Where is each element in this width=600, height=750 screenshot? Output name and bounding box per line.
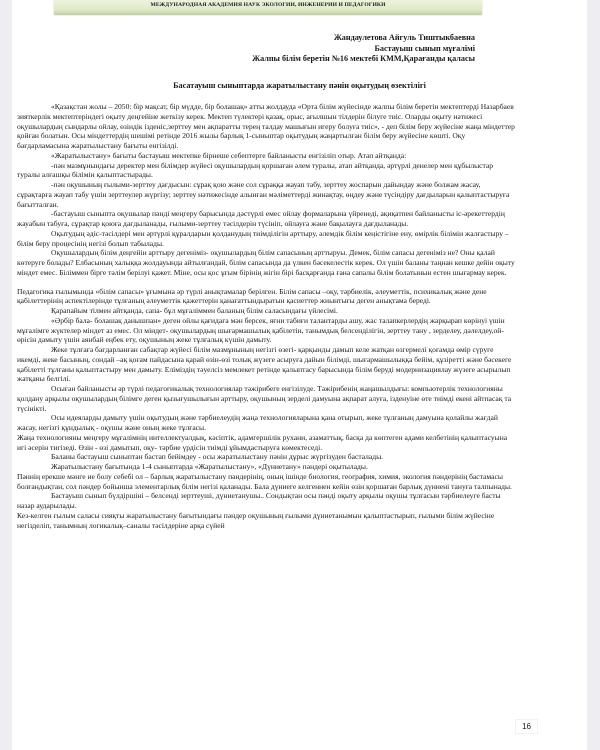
author-name: Жандаулетова Айгуль Тиштыкбаевна xyxy=(333,33,475,42)
article-body xyxy=(17,102,517,530)
article-title: Басатауыш сыныптарда жаратылыстану пәнін оқытудың өзектілігі xyxy=(173,81,426,90)
paragraph: «Қазақстан жолы – 2050: бір мақсат, бір мүдде, бір болашақ» атты жолдауда «Орта білім жүйесінде жалпы білім беретін мектептерді Назарбаев зияткерлік мектептеріндегі оқыту деңгейіне жеткізу керек. Мектеп түлектері қазақ, орыс, ағылшын тілдерін білуге тиіс. Оларды оқыту нәтижесі оқушылардың сындарлы ойлау, өзіндік ізденіс,зерттеу мен ақпаратты терең талдау машығын игеру болуға тиіс», - деп білім беру жүйесіне жаңа міндеттер қойған болатын. Осы міндеттердің шешімі ретінде 2016 жылы барлық 1-сыныптар оқытудың жаңартылған білім беру жүйесіне көшті. Оқу бағдарламасына жаратылыстану бағыты енгізілді. xyxy=(17,102,515,150)
paragraph: Кез-келген ғылым саласы сияқты жаратылыстану бағытындағы пәндер оқушының ғылыми дүниетанымын қалыптастырып, ғылыми білім жүйесіне негізделіп, танымның логикалық–саналы тәсілдеріне арқа сүйей xyxy=(17,510,495,530)
paragraph: Пәннің ерекше мәнге ие болу себебі ол – барлық жаратылыстану пәндерінің, оның ішінде биология, география, химия, экология пәндерінің бастамасы болғандықтан, сол пәндер бойынша элементарлық білім негізі қаланады. Бала дүниеге келгеннен кейін өзін қоршаған барлық дүниені тануға талпынады. xyxy=(17,471,512,491)
paragraph-gap xyxy=(17,278,517,287)
paragraph: -пән мазмұнындағы деректер мен білімдер жүйесі оқушылардың қоршаған әлем туралы, атап айтқанда, әртүрлі денелер мен құбылыстар туралы алғашқы білімін қалыптастырады. xyxy=(17,160,494,180)
author-school: Жалпы білім беретін №16 мектебі КММ,Қарағанды қаласы xyxy=(252,54,475,63)
paragraph: -пән оқушының ғылыми-зерттеу дағдысын: сұрақ қою және сол сұраққа жауап табу, зерттеу жоспарын дайындау және болжам жасау, сұрақтарға жауап табу үшін зерттеулер жүргізу; зерттеу нәтижесінде алынған мәліметтерді жинақтау, өңдеу және түсіндіру дағдыларын қалыптастыруға бағытталған. xyxy=(17,180,510,209)
paragraph: Жаратылыстану бағытында 1-4 сыныптарда «Жаратылыстану», «Дүниетану» пәндері оқытылады. xyxy=(51,462,368,471)
document-page xyxy=(12,0,587,750)
page-number: 16 xyxy=(515,719,538,734)
paragraph: Осыған байланысты әр түрлі педагогикалық технологиялар тәжірибеге енгізілуде. Тәжірибенің жаңашылдығы: компьютерлік технологияны қолдану арқылы оқушылардың білімге деген қызығушылығын арттыру, оқушының зерделі дамуына ақпарат алуға, ізденуіне өте тиімді екені айтпасақ та түсінікті. xyxy=(17,384,512,413)
paragraph: Баланы бастауыш сыныптан бастап бейімдеу - осы жаратылыстану пәнін дұрыс жүргізуден басталады. xyxy=(51,452,384,462)
paragraph: «Жаратылыстану» бағыты бастауыш мектепке бірнеше себептерге байланысты енгізіліп отыр. Атап айтқанда: xyxy=(51,150,407,160)
author-position: Бастауыш сынып мұғалімі xyxy=(374,43,475,53)
paragraph: Осы идеяларды дамыту үшін оқытудың және тәрбиелеудің жаңа технологияларына қана отырып, жеке тұлғаның дамуына қолайлы жағдай жасау, негізгі құндылық - оқушы және оның жеке тұлғасы. xyxy=(17,413,498,432)
header-banner: МЕЖДУНАРОДНАЯ АКАДЕМИЯ НАУК ЭКОЛОГИИ, ИНЖЕНЕРИИ И ПЕДАГОГИКИ xyxy=(54,0,482,14)
paragraph: Оқытудың әдіс-тәсілдері мен әртүрлі құралдарын қолданудың тиімділігін арттыру, әлемдік білім кеңістігіне ену, өмірлік білімін жалғастыру – білім беру процесінің негізі болып табылады. xyxy=(17,228,509,248)
paragraph: Педагогика ғылымында «білім сапасы» ұғымына әр түрлі анықтамалар берілген. Білім сапасы –оқу, тәрбиелік, әлеуметтік, психикалық және дене қабілеттерінің аспектілерінде тұлғаның әлеуметтік қажеттерін қанағаттындыратын қасиеттер жиынтығы деген анықтама береді. xyxy=(17,286,487,306)
paragraph: Жаңа технологияны меңгеру мұғалімнің интеллектуалдық, кәсіптік, адамгершілік рухани, азаматтық, басқа да көптеген адами келбетінің қалыптасуына игі әсерін тигізеді. Өзін - өзі дамытып, оқу- тәрбие үрдісін тиімді ұйымдастыруға көмектеседі. xyxy=(17,432,508,452)
paragraph: Оқушылардың білім деңгейін арттыру дегеніміз- оқушылардың білім сапасының арттыруы. Демек, білім сапасы дегеніміз не? Оны қалай көтеруге болады? Елбасының халыққа жолдауында айтылғандай, білім сапасында да үлкен бәсекелестік керек. Ол үшін баланы таңнан кешке дейін оқыту міндет емес. Біліммен бірге тәлім берілуі қажет. Міне, осы қос ұғым бірінің жігін бірі басқарғанда ғана сапалы білім болатынын естен шығармау керек. xyxy=(17,248,515,277)
paragraph: -бастауыш сыныпта оқушылар пәнді меңгеру барысында дәстүрлі емес ойлау формаларына үйренеді, ақиқатпен байланысты іс-әрекеттердің жауабын табуға, сұрақтар қоюға дағдыланады, ғылыми-зерттеу тәсілдерін түсініп, ойлауға және бақылауға дағдыланады. xyxy=(17,209,505,228)
paragraph: Қарапайым тілмен айтқанда, сапа- бұл мұғаліммен баланың білім саласындағы үйлесімі. xyxy=(51,306,338,315)
paragraph: «Әрбір бала- болашақ данышпан» деген ойлы қағидаға мән берсек, яғни табиғи талантарды ашу, жас талапкерлердің жарқырап көрінуі үшін мұғалімге жүктелер міндет аз емес. Ол міндет- оқушылардың шығармашылық қабілетін, танымдық белсенділігін, зерттеу тану , зерделеу, дәлелдеу,ой- өрісін дамыту үшін аянбай еңбек ету, оқушының жеке тұлғалық күшін дамыту. xyxy=(17,315,505,345)
author-block xyxy=(252,33,475,65)
paragraph: Бастауыш сынып бүлдіршіні – белсенді зерттеуші, дүниетанушы.. Сондықтан осы пәнді оқыту арқылы оқушы тұлғасын тәрбиелеуге басты назар аударылады. xyxy=(17,491,501,510)
paragraph: Жеке тұлғаға бағдарланған сабақтар жүйесі білім мазмұнының негізгі өзегі- қарқынды дамып келе жатқан өзгермелі қоғамда өмір сүруге икемді, жеке басының, сондай –ақ қоғам пайдасына қарай өзін-өзі толық жүзеге асыруға дайын білімді, шығармашылыққа бейім, құзіретті және бәсекеге қабілетті тұлғаны қалыптастыру мен дамыту. Еліміздің тәуелсіз мемлекет ретінде қалыптасу барысында білім беруді модернизациялау жүзеге асырылып жатқаны белгілі. xyxy=(17,345,512,384)
